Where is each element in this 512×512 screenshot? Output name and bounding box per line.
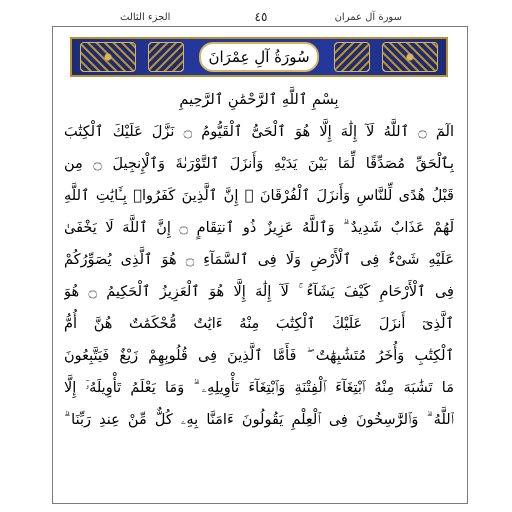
page-number: ٤٥ — [254, 10, 268, 24]
bismillah: بِسْمِ ٱللَّهِ ٱلرَّحْمَٰنِ ٱلرَّحِيمِ — [179, 92, 339, 108]
text-line: ٱللَّهُ ۗ وَٱلرَّٰسِخُونَ فِى ٱلْعِلْمِ يَقُولُونَ ءَامَنَّا بِهِۦ كُلٌّ مِّنْ عِندِ رَبِّنَا ۗ — [64, 412, 454, 428]
quran-text — [64, 84, 454, 500]
text-line: مَا تَشَٰبَهَ مِنْهُ ٱبْتِغَآءَ ٱلْفِتْنَةِ وَٱبْتِغَآءَ تَأْوِيلِهِۦ ۗ وَمَا يَعْلَمُ تَأْوِيلَهُۥٓ إِلَّا — [64, 380, 454, 396]
text-line: ٱلَّذِىٓ أَنزَلَ عَلَيْكَ ٱلْكِتَٰبَ مِنْهُ ءَايَٰتٌ مُّحْكَمَٰتٌ هُنَّ أُمُّ — [64, 316, 454, 332]
ornament-center-right-icon — [334, 42, 370, 72]
text-line: قَبْلُ هُدًى لِّلنَّاسِ وَأَنزَلَ ٱلْفُرْقَانَ ۗ إِنَّ ٱلَّذِينَ كَفَرُوا۟ بِـَٔايَٰتِ ٱللَّهِ — [64, 188, 454, 204]
text-line: فِى ٱلْأَرْحَامِ كَيْفَ يَشَآءُ ۚ لَآ إِلَٰهَ إِلَّا هُوَ ٱلْعَزِيزُ ٱلْحَكِيمُ ۝ هُوَ — [64, 284, 454, 300]
text-line: الٓمٓ ۝ ٱللَّهُ لَآ إِلَٰهَ إِلَّا هُوَ ٱلْحَىُّ ٱلْقَيُّومُ ۝ نَزَّلَ عَلَيْكَ ٱلْكِتَٰبَ — [64, 124, 454, 140]
text-line: عَلَيْهِ شَىْءٌ فِى ٱلْأَرْضِ وَلَا فِى ٱلسَّمَآءِ ۝ هُوَ ٱلَّذِى يُصَوِّرُكُمْ — [64, 252, 454, 268]
surah-banner — [70, 37, 448, 77]
text-line: ٱلْكِتَٰبِ وَأُخَرُ مُتَشَٰبِهَٰتٌ ۖ فَأَمَّا ٱلَّذِينَ فِى قُلُوبِهِمْ زَيْغٌ فَيَتَّبِعُونَ — [64, 348, 454, 364]
surah-name-label: سورة آل عمران — [334, 11, 402, 23]
page-header — [20, 8, 492, 26]
surah-title: سُورَةُ آلِ عِمْرَانَ — [199, 42, 319, 72]
text-line: لَهُمْ عَذَابٌ شَدِيدٌ ۗ وَٱللَّهُ عَزِيزٌ ذُو ٱنتِقَامٍ ۝ إِنَّ ٱللَّهَ لَا يَخْفَىٰ — [64, 220, 454, 236]
text-line: بِٱلْحَقِّ مُصَدِّقًا لِّمَا بَيْنَ يَدَيْهِ وَأَنزَلَ ٱلتَّوْرَىٰةَ وَٱلْإِنجِيلَ ۝ مِن — [64, 156, 454, 172]
ornament-center-left-icon — [148, 42, 184, 72]
juz-label: الجزء الثالث — [120, 11, 171, 23]
ornament-right-icon — [382, 42, 438, 72]
ornament-left-icon — [80, 42, 136, 72]
